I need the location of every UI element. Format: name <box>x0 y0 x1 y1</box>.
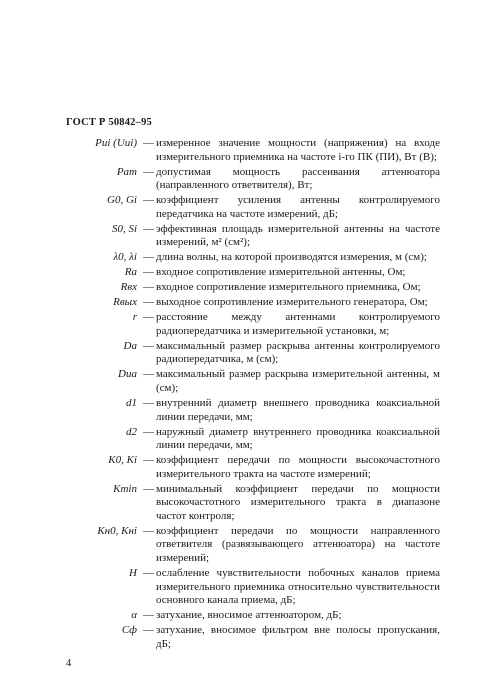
definition-dash: — <box>143 454 154 467</box>
definition-row <box>66 251 440 265</box>
definition-symbol: Kmin <box>113 482 137 495</box>
definition-symbol: d2 <box>126 425 137 438</box>
definition-text: эффективная площадь измерительной антенны на частоте измерений, м² (см²); <box>156 222 440 249</box>
definition-row <box>66 194 440 221</box>
definition-dash: — <box>143 368 154 381</box>
definition-row <box>66 368 440 395</box>
definition-text: длина волны, на которой производятся измерения, м (см); <box>156 251 427 264</box>
definition-dash: — <box>143 311 154 324</box>
definition-row <box>66 454 440 481</box>
definition-row <box>66 266 440 280</box>
definition-dash: — <box>143 222 154 235</box>
definition-dash: — <box>143 194 154 207</box>
definition-text: коэффициент усиления антенны контролируемого передатчика на частоте измерений, дБ; <box>156 194 440 220</box>
definition-row <box>66 340 440 367</box>
definition-text: выходное сопротивление измерительного генератора, Ом; <box>156 296 428 309</box>
definition-symbol: λ0, λi <box>113 251 137 264</box>
definition-symbol: Pат <box>116 165 137 178</box>
definition-symbol: H <box>129 567 137 580</box>
definition-text: ослабление чувствительности побочных каналов приема измерительного приемника относительно чувствительности основного канала приема, дБ; <box>156 567 440 607</box>
definition-symbol: Rвых <box>113 296 137 309</box>
definition-text: расстояние между антеннами контролируемого радиопередатчика и измерительной установки, м; <box>156 311 440 337</box>
definition-symbol: α <box>131 609 137 622</box>
definition-row <box>66 137 440 164</box>
definition-symbol: Kн0, Kнi <box>97 524 137 537</box>
definition-row <box>66 311 440 338</box>
definition-text: коэффициент передачи по мощности направленного ответвителя (развязывающего аттенюатора) на частоте измерений; <box>156 524 440 565</box>
definition-row <box>66 281 440 295</box>
definition-text: минимальный коэффициент передачи по мощности высокочастотного измерительного тракта в диапазоне частот контроля; <box>156 482 440 522</box>
definition-symbol: Rвх <box>120 281 137 294</box>
definition-dash: — <box>143 165 154 178</box>
definition-text: затухание, вносимое аттенюатором, дБ; <box>156 609 342 622</box>
definition-text: коэффициент передачи по мощности высокочастотного измерительного тракта на частоте измерений; <box>156 454 440 480</box>
definition-text: максимальный размер раскрыва антенны контролируемого радиопередатчика, м (см); <box>156 339 440 366</box>
definition-row <box>66 624 440 651</box>
definition-symbol: r <box>132 311 137 324</box>
definition-dash: — <box>143 137 154 149</box>
definition-row <box>66 223 440 250</box>
definition-dash: — <box>143 251 154 264</box>
definition-symbol: d1 <box>126 396 137 409</box>
definition-row <box>66 567 440 608</box>
definition-dash: — <box>143 482 154 495</box>
definition-symbol: Dиа <box>118 368 137 381</box>
definition-dash: — <box>143 281 154 294</box>
definition-text: затухание, вносимое фильтром вне полосы пропускания, дБ; <box>156 624 440 650</box>
definition-symbol: Dа <box>123 339 137 352</box>
definition-dash: — <box>143 296 154 309</box>
definition-row <box>66 483 440 524</box>
definition-text: наружный диаметр внутреннего проводника коаксиальной линии передачи, мм; <box>156 425 440 452</box>
definition-text: входное сопротивление измерительного приемника, Ом; <box>156 281 421 294</box>
definition-symbol: S0, Si <box>111 222 137 235</box>
symbol-definitions-list <box>66 137 440 653</box>
definition-text: допустимая мощность рассеивания аттенюатора (направленного ответвителя), Вт; <box>156 165 440 192</box>
definition-row <box>66 609 440 623</box>
document-header: ГОСТ Р 50842–95 <box>66 117 152 128</box>
definition-text: измеренное значение мощности (напряжения) на входе измерительного приемника на частоте i-го ПК (ПИ), Вт (В); <box>156 137 440 163</box>
definition-text: входное сопротивление измерительной антенны, Ом; <box>156 266 406 279</box>
definition-row <box>66 525 440 566</box>
definition-symbol: Cф <box>121 624 137 637</box>
definition-row <box>66 166 440 193</box>
definition-row <box>66 426 440 453</box>
definition-dash: — <box>143 609 154 622</box>
definition-symbol: G0, Gi <box>107 194 137 207</box>
definition-dash: — <box>143 624 154 637</box>
definition-row <box>66 296 440 310</box>
definition-symbol: Rа <box>124 266 137 279</box>
page-number: 4 <box>66 658 72 669</box>
definition-text: внутренний диаметр внешнего проводника коаксиальной линии передачи, мм; <box>156 396 440 423</box>
definition-dash: — <box>143 396 154 409</box>
definition-dash: — <box>143 524 154 537</box>
definition-dash: — <box>143 339 154 352</box>
definition-dash: — <box>143 425 154 438</box>
definition-dash: — <box>143 567 154 580</box>
definition-row <box>66 397 440 424</box>
definition-text: максимальный размер раскрыва измерительной антенны, м (см); <box>156 368 440 394</box>
definition-symbol: K0, Ki <box>108 454 137 467</box>
definition-dash: — <box>143 266 154 279</box>
definition-symbol: Pиi (Uиi) <box>95 137 137 149</box>
